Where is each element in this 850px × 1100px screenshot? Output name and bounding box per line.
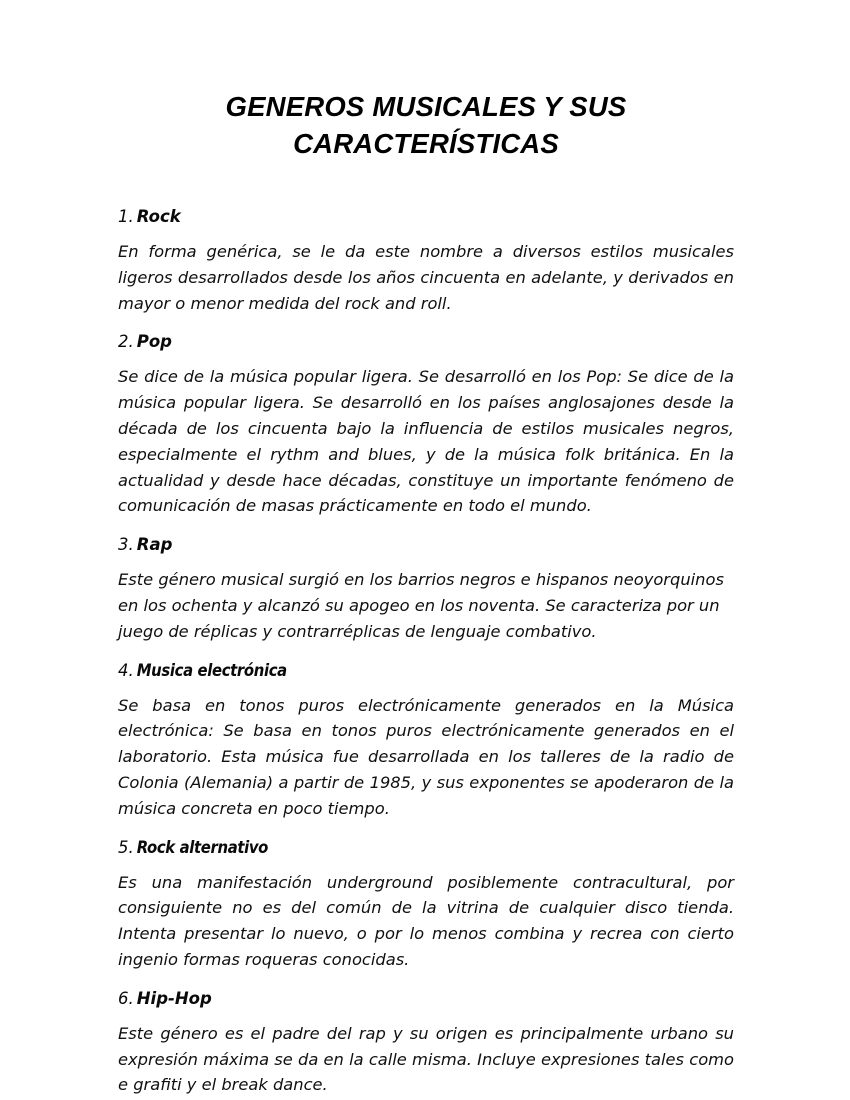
section-rap bbox=[118, 534, 734, 644]
section-number: 4. bbox=[118, 660, 134, 680]
section-paragraph-rock-alternativo: Es una manifestación underground posiblemente contracultural, por consiguiente no es del común de la vitrina de cualquier disco tienda. Intenta presentar lo nuevo, o por lo menos combina y recrea con cierto ingenio formas roqueras conocidas. bbox=[118, 872, 734, 969]
section-title: Musica electrónica bbox=[136, 660, 287, 680]
section-title: Rap bbox=[136, 535, 173, 555]
section-heading-rock bbox=[118, 206, 734, 228]
section-title: Hip-Hop bbox=[136, 988, 212, 1008]
heading-spacer bbox=[118, 556, 734, 567]
section-paragraph-musica-electronica: Se basa en tonos puros electrónicamente generados en la Música electrónica: Se basa en tonos puros electrónicamente generados en el laboratorio. Esta música fue desarrollada en los talleres de la radio de Colonia (Alemania) a partir de 1985, y sus exponentes se apoderaron de la música concreta en poco tiempo. bbox=[118, 695, 734, 818]
heading-spacer bbox=[118, 859, 734, 870]
section-hip-hop bbox=[118, 988, 734, 1098]
heading-spacer bbox=[118, 1010, 734, 1021]
section-spacer bbox=[118, 519, 734, 534]
title-spacer bbox=[118, 162, 734, 206]
section-heading-hip-hop bbox=[118, 988, 734, 1010]
section-number: 2. bbox=[118, 332, 134, 352]
section-heading-musica-electronica bbox=[118, 660, 734, 682]
page-title-line-1: GENEROS MUSICALES Y SUS bbox=[225, 91, 627, 122]
section-paragraph-rock: En forma genérica, se le da este nombre a diversos estilos musicales ligeros desarrollados desde los años cincuenta en adelante, y derivados en mayor o menor medida del rock and roll. bbox=[118, 242, 734, 313]
heading-spacer bbox=[118, 353, 734, 364]
section-number: 1. bbox=[118, 207, 134, 226]
section-heading-pop bbox=[118, 331, 734, 353]
section-spacer bbox=[118, 316, 734, 331]
heading-spacer bbox=[118, 682, 734, 693]
section-title: Rock bbox=[136, 207, 181, 226]
section-number: 5. bbox=[118, 837, 134, 857]
section-paragraph-hip-hop: Este género es el padre del rap y su origen es principalmente urbano su expresión máxima se da en la calle misma. Incluye expresiones tales como e grafiti y el break dance. bbox=[118, 1023, 734, 1095]
document-body bbox=[118, 88, 734, 1098]
section-musica-electronica bbox=[118, 660, 734, 822]
heading-spacer bbox=[118, 228, 734, 239]
section-rock-alternativo bbox=[118, 837, 734, 973]
page-title-line-2: CARACTERÍSTICAS bbox=[293, 128, 559, 159]
section-number: 6. bbox=[118, 988, 134, 1008]
section-spacer bbox=[118, 645, 734, 660]
page-title bbox=[118, 88, 734, 162]
section-title: Pop bbox=[136, 332, 172, 352]
section-number: 3. bbox=[118, 535, 134, 555]
section-rock bbox=[118, 206, 734, 316]
section-spacer bbox=[118, 822, 734, 837]
section-heading-rap bbox=[118, 534, 734, 556]
section-spacer bbox=[118, 973, 734, 988]
section-title: Rock alternativo bbox=[136, 837, 269, 857]
section-paragraph-rap: Este género musical surgió en los barrios negros e hispanos neoyorquinos en los ochenta y alcanzó su apogeo en los noventa. Se caracteriza por un juego de réplicas y contrarréplicas de lenguaje combativo. bbox=[118, 570, 724, 641]
section-paragraph-pop: Se dice de la música popular ligera. Se desarrolló en los Pop: Se dice de la música popular ligera. Se desarrolló en los países anglosajones desde la década de los cincuenta bajo la influencia de estilos musicales negros, especialmente el rythm and blues, y de la música folk británica. En la actualidad y desde hace décadas, constituye un importante fenómeno de comunicación de masas prácticamente en todo el mundo. bbox=[118, 367, 734, 516]
section-pop bbox=[118, 331, 734, 519]
section-heading-rock-alternativo bbox=[118, 837, 734, 859]
